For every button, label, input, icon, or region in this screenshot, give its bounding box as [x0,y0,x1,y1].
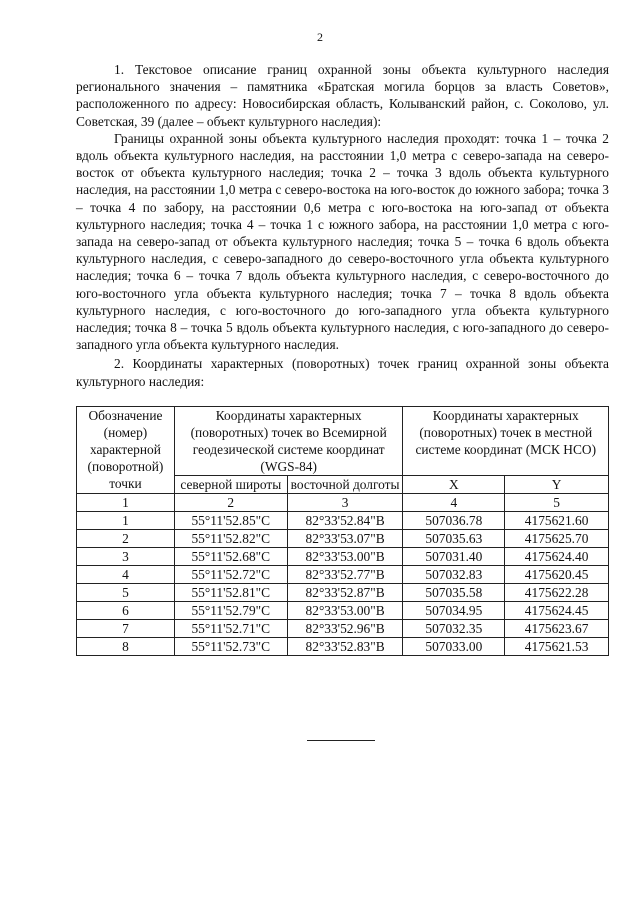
x-value-cell: 507031.40 [403,548,505,566]
y-value-cell: 4175623.67 [505,620,609,638]
y-value-cell: 4175624.45 [505,602,609,620]
longitude-cell: 82°33'53.07"В [287,530,403,548]
paragraph-text-description: 1. Текстовое описание границ охранной зоны объекта культурного наследия регионального значения – памятника «Братская могила борцов за власть Советов», расположенного по адресу: Новосибирская область, Колыванский район, с. Соколово, ул. Советская, 39 (далее – объект культурного наследия): [76,62,609,129]
table-row [77,566,609,584]
column-number-row [77,494,609,512]
table-row [77,512,609,530]
x-value-cell: 507033.00 [403,638,505,656]
latitude-cell: 55°11'52.82"С [174,530,287,548]
y-value-cell: 4175625.70 [505,530,609,548]
longitude-cell: 82°33'52.84"В [287,512,403,530]
coordinates-table [76,406,609,656]
table-row [77,620,609,638]
column-number: 2 [174,494,287,512]
subheader-north-latitude: северной широты [174,476,287,494]
latitude-cell: 55°11'52.79"С [174,602,287,620]
header-wgs84: Координаты характерных (поворотных) точек во Всемирной геодезической системе координат (WGS-84) [174,407,403,476]
table-row [77,548,609,566]
point-number-cell: 3 [77,548,175,566]
longitude-cell: 82°33'53.00"В [287,602,403,620]
header-msk-nso: Координаты характерных (поворотных) точек в местной системе координат (МСК НСО) [403,407,609,476]
longitude-cell: 82°33'52.96"В [287,620,403,638]
y-value-cell: 4175621.53 [505,638,609,656]
y-value-cell: 4175622.28 [505,584,609,602]
page-number: 2 [317,30,323,44]
x-value-cell: 507032.83 [403,566,505,584]
column-number: 4 [403,494,505,512]
table-row [77,530,609,548]
latitude-cell: 55°11'52.85"С [174,512,287,530]
subheader-x: X [403,476,505,494]
y-value-cell: 4175624.40 [505,548,609,566]
separator-line [307,740,375,741]
paragraph-boundaries: Границы охранной зоны объекта культурного наследия проходят: точка 1 – точка 2 вдоль объекта культурного наследия, на расстоянии 1,0 метра с северо-запада на северо-восток от объекта культурного наследия; точка 2 – точка 3 вдоль объекта культурного наследия, на расстоянии 1,0 метра с северо-востока на юго-восток до южного забора; точка 3 – точка 4 по забору, на расстоянии 0,6 метра с юго-востока на юго-запад от объекта культурного наследия; точка 4 – точка 1 с южного забора, на расстоянии 1,0 метра с юго-запада на северо-запад от объекта культурного наследия; точка 5 – точка 6 вдоль объекта культурного наследия, с северо-западного до северо-восточного угла объекта культурного наследия; точка 6 – точка 7 вдоль объекта культурного наследия, с северо-восточного до юго-восточного угла объекта культурного наследия; точка 7 – точка 8 вдоль объекта культурного наследия, с юго-восточного до юго-западного угла объекта культурного наследия; точка 8 – точка 5 вдоль объекта культурного наследия, с юго-западного до северо-западного угла объекта культурного наследия. [76,130,609,353]
x-value-cell: 507035.58 [403,584,505,602]
point-number-cell: 5 [77,584,175,602]
point-number-cell: 2 [77,530,175,548]
subheader-y: Y [505,476,609,494]
table-row [77,584,609,602]
x-value-cell: 507034.95 [403,602,505,620]
x-value-cell: 507032.35 [403,620,505,638]
point-number-cell: 7 [77,620,175,638]
header-point-number: Обозначение (номер) характерной (поворотной) точки [77,407,175,494]
column-number: 3 [287,494,403,512]
subheader-east-longitude: восточной долготы [287,476,403,494]
longitude-cell: 82°33'52.83"В [287,638,403,656]
latitude-cell: 55°11'52.72"С [174,566,287,584]
table-row [77,602,609,620]
table-row [77,638,609,656]
longitude-cell: 82°33'52.77"В [287,566,403,584]
column-number: 5 [505,494,609,512]
x-value-cell: 507035.63 [403,530,505,548]
point-number-cell: 4 [77,566,175,584]
latitude-cell: 55°11'52.81"С [174,584,287,602]
latitude-cell: 55°11'52.71"С [174,620,287,638]
y-value-cell: 4175620.45 [505,566,609,584]
point-number-cell: 1 [77,512,175,530]
x-value-cell: 507036.78 [403,512,505,530]
table-header-row [77,407,609,476]
column-number: 1 [77,494,175,512]
longitude-cell: 82°33'53.00"В [287,548,403,566]
point-number-cell: 6 [77,602,175,620]
latitude-cell: 55°11'52.68"С [174,548,287,566]
longitude-cell: 82°33'52.87"В [287,584,403,602]
coordinate-rows [77,512,609,656]
point-number-cell: 8 [77,638,175,656]
document-body [76,61,609,390]
paragraph-coordinates-intro: 2. Координаты характерных (поворотных) точек границ охранной зоны объекта культурного наследия: [76,356,609,389]
y-value-cell: 4175621.60 [505,512,609,530]
latitude-cell: 55°11'52.73"С [174,638,287,656]
